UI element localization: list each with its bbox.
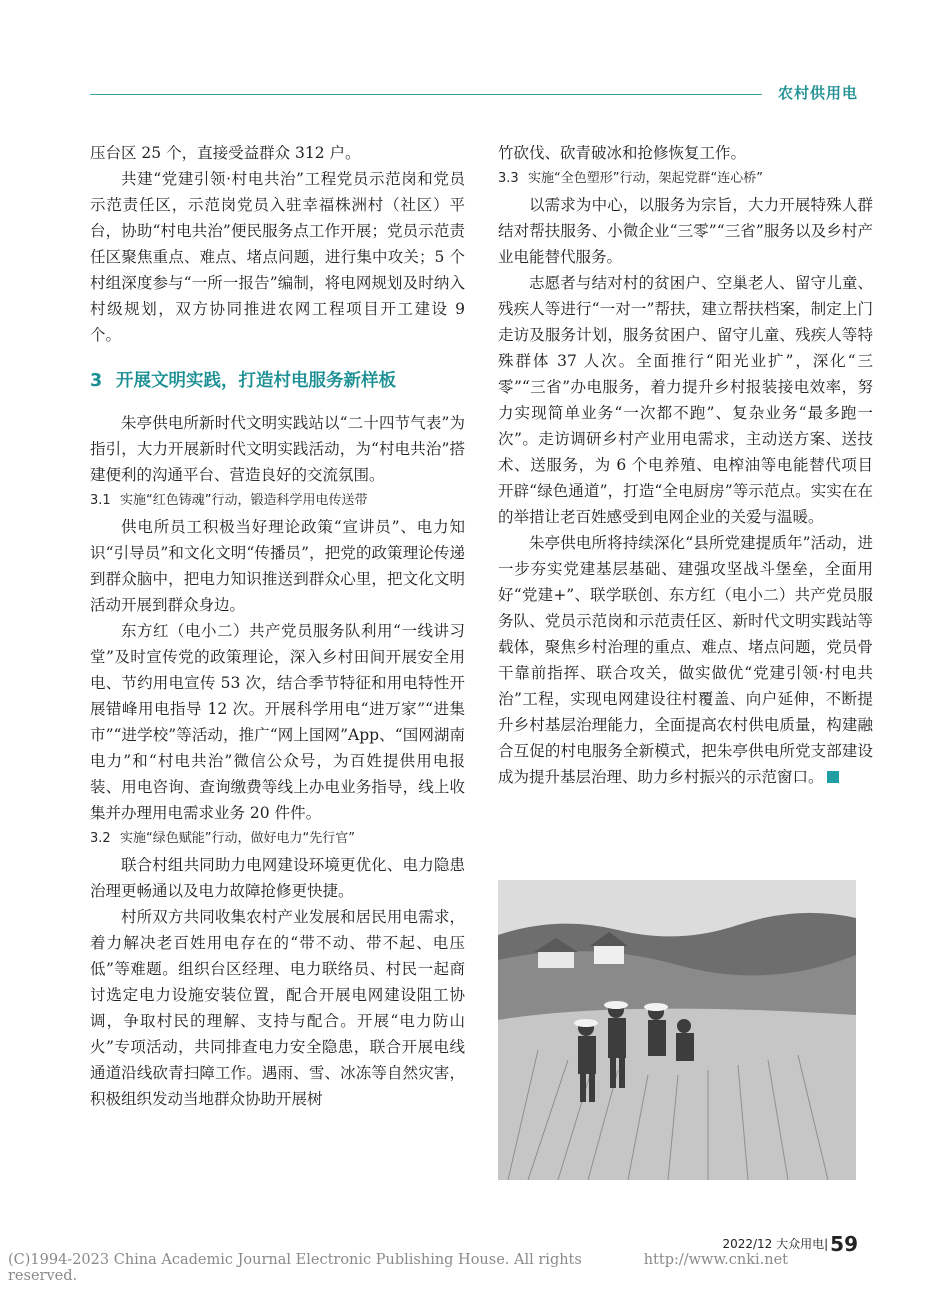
subsection-title: 实施“绿色赋能”行动，做好电力“先行官” [120, 831, 355, 846]
subsection-title: 实施“红色铸魂”行动，锻造科学用电传送带 [120, 493, 368, 508]
paragraph: 联合村组共同助力电网建设环境更优化、电力隐患治理更畅通以及电力故障抢修更快捷。 [90, 856, 465, 900]
paragraph: 压台区 25 个，直接受益群众 312 户。 [90, 144, 361, 162]
header-rule [90, 94, 762, 95]
subsection-heading [90, 826, 465, 852]
left-column [90, 140, 465, 1112]
section-label: 农村供用电 [777, 84, 858, 102]
paragraph: 以需求为中心，以服务为宗旨，大力开展特殊人群结对帮扶服务、小微企业“三零”“三省”服务以及乡村产业电能替代服务。 [498, 196, 873, 266]
subsection-number: 3.1 [90, 493, 111, 508]
section-title: 开展文明实践，打造村电服务新样板 [116, 371, 396, 391]
end-of-article-icon [827, 771, 839, 783]
closing-paragraph-text: 朱亭供电所将持续深化“县所党建提质年”活动，进一步夯实党建基层基础、建强攻坚战斗堡垒，全面用好“党建+”、联学联创、东方红（电小二）共产党员服务队、党员示范岗和示范责任区、新时代文明实践站等载体，聚焦乡村治理的重点、难点、堵点问题，党员骨干靠前指挥、联合攻关，做实做优“党建引领·村电共治”工程，实现电网建设往村覆盖、向户延伸，不断提升乡村基层治理能力，全面提高农村供电质量，构建融合互促的村电服务全新模式，把朱亭供电所党支部建设成为提升基层治理、助力乡村振兴的示范窗口。 [498, 534, 873, 786]
subsection-title: 实施“全色塑形”行动，架起党群“连心桥” [528, 171, 763, 186]
copyright-text: (C)1994-2023 China Academic Journal Electronic Publishing House. All rights reserved. [8, 1252, 582, 1284]
subsection-number: 3.2 [90, 831, 111, 846]
right-column [498, 140, 873, 790]
paragraph: 竹砍伐、砍青破冰和抢修恢复工作。 [498, 144, 747, 162]
copyright-notice [0, 1252, 788, 1284]
field-photo [498, 880, 856, 1180]
paragraph: 朱亭供电所新时代文明实践站以“二十四节气表”为指引，大力开展新时代文明实践活动，为“村电共治”搭建便利的沟通平台、营造良好的交流氛围。 [90, 414, 465, 484]
page-number: 59 [830, 1232, 858, 1256]
paragraph: 志愿者与结对村的贫困户、空巢老人、留守儿童、残疾人等进行“一对一”帮扶，建立帮扶档案，制定上门走访及服务计划，服务贫困户、留守儿童、残疾人等特殊群体 37 人次。全面推行“阳光业扩”，深化“三零”“三省”办电服务，着力提升乡村报装接电效率，努力实现简单业务“一次都不跑”、复杂业务“最多跑一次”。走访调研乡村产业用电需求，主动送方案、送技术、送服务，为 6 个电养殖、电榨油等电能替代项目开辟“绿色通道”，打造“全电厨房”等示范点。实实在在的举措让老百姓感受到电网企业的关爱与温暖。 [498, 274, 873, 526]
section-number: 3 [90, 371, 103, 391]
paragraph: 供电所员工积极当好理论政策“宣讲员”、电力知识“引导员”和文化文明“传播员”，把党的政策理论传递到群众脑中，把电力知识推送到群众心里，把文化文明活动开展到群众身边。 [90, 518, 465, 614]
issue-label: 2022/12 大众用电| [722, 1237, 829, 1251]
paragraph [498, 530, 873, 790]
paragraph: 村所双方共同收集农村产业发展和居民用电需求，着力解决老百姓用电存在的“带不动、带不起、电压低”等难题。组织台区经理、电力联络员、村民一起商讨选定电力设施安装位置，配合开展电网建设阻工协调，争取村民的理解、支持与配合。开展“电力防山火”专项活动，共同排查电力安全隐患，联合开展电线通道沿线砍青扫障工作。遇雨、雪、冰冻等自然灾害，积极组织发动当地群众协助开展树 [90, 908, 465, 1108]
section-heading [90, 366, 465, 396]
subsection-number: 3.3 [498, 171, 519, 186]
subsection-heading [498, 166, 873, 192]
field-photo-illustration [498, 880, 856, 1180]
website-link[interactable]: http://www.cnki.net [643, 1252, 788, 1268]
paragraph: 东方红（电小二）共产党员服务队利用“一线讲习堂”及时宣传党的政策理论，深入乡村田间开展安全用电、节约用电宣传 53 次，结合季节特征和用电特性开展错峰用电指导 12 次。开展科学用电“进万家”“进集市”“进学校”等活动，推广“网上国网”App、“国网湖南电力”和“村电共治”微信公众号，为百姓提供用电报装、用电咨询、查询缴费等线上办电业务指导，线上收集并办理用电需求业务 20 件件。 [90, 622, 465, 822]
subsection-heading [90, 488, 465, 514]
paragraph: 共建“党建引领·村电共治”工程党员示范岗和党员示范责任区，示范岗党员入驻幸福株洲村（社区）平台，协助“村电共治”便民服务点工作开展；党员示范责任区聚焦重点、难点、堵点问题，进行集中攻关；5 个村组深度参与“一所一报告”编制，将电网规划及时纳入村级规划，双方协同推进农网工程项目开工建设 9 个。 [90, 170, 465, 344]
